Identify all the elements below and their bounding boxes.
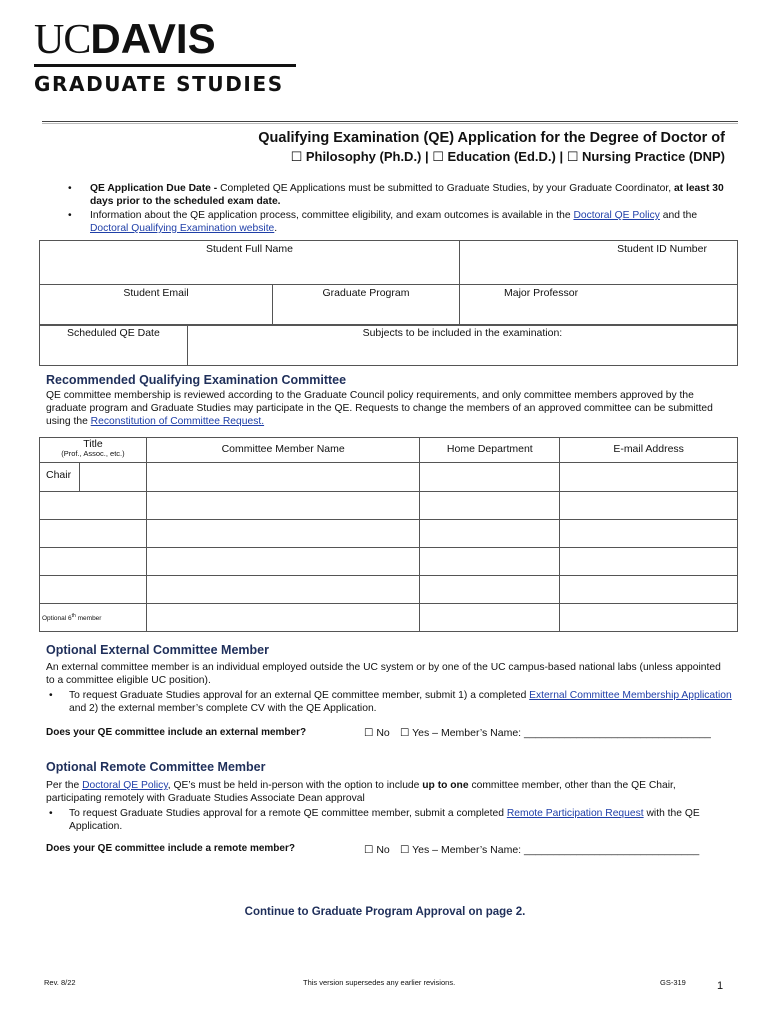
title-column-header	[40, 438, 147, 463]
remote-member-paragraph	[46, 779, 732, 805]
remote-participation-request-link[interactable]: Remote Participation Request	[506, 808, 644, 819]
qe-website-link[interactable]: Doctoral Qualifying Examination website	[90, 223, 275, 234]
subjects-field[interactable]	[187, 325, 737, 366]
member-email-cell[interactable]	[560, 604, 738, 632]
bullet-icon: •	[49, 690, 53, 701]
chair-label: Chair	[40, 463, 80, 492]
logo-divider	[34, 64, 296, 67]
list-item	[60, 209, 730, 235]
remote-yes-checkbox[interactable]: ☐ Yes – Member’s Name: ______________________________	[400, 844, 700, 856]
table-row	[40, 520, 738, 548]
member-department-cell[interactable]	[420, 520, 560, 548]
header-divider	[42, 121, 738, 122]
instructions-list	[60, 182, 730, 236]
member-email-cell[interactable]	[560, 492, 738, 520]
external-no-checkbox[interactable]: ☐ No	[364, 727, 390, 739]
student-email-label: Student Email	[123, 287, 189, 299]
external-bullet-text: To request Graduate Studies approval for an external QE committee member, submit 1) a completed	[69, 690, 530, 701]
external-bullet-end: and 2) the external member’s complete CV with the QE Application.	[69, 703, 377, 714]
member-department-cell[interactable]	[420, 548, 560, 576]
doctoral-qe-policy-link[interactable]: Doctoral QE Policy	[82, 780, 168, 791]
doctoral-qe-policy-link[interactable]: Doctoral QE Policy	[573, 210, 660, 221]
member-name-cell[interactable]	[146, 576, 420, 604]
header-divider-secondary	[42, 123, 738, 124]
remote-member-bullet	[46, 807, 732, 833]
chair-email-cell[interactable]	[560, 463, 738, 492]
committee-table	[39, 437, 738, 632]
bullet-icon: •	[49, 808, 53, 819]
table-row	[40, 492, 738, 520]
optional-6th-member-cell[interactable]	[40, 604, 147, 632]
bullet-icon: •	[68, 210, 72, 221]
info-text: Information about the QE application process, committee eligibility, and exam outcomes is available in the	[90, 210, 574, 221]
exam-info-table	[39, 324, 738, 366]
member-title-cell[interactable]	[40, 520, 147, 548]
major-professor-field[interactable]	[460, 285, 738, 326]
due-date-text: Completed QE Applications must be submitted to Graduate Studies, by your Graduate Coordinator,	[217, 183, 674, 194]
committee-heading: Recommended Qualifying Examination Committee	[46, 373, 347, 387]
form-number: GS-319	[660, 978, 686, 987]
remote-paragraph-mid: , QE’s must be held in-person with the option to include	[167, 780, 423, 791]
committee-paragraph	[46, 389, 732, 428]
member-title-cell[interactable]	[40, 548, 147, 576]
remote-paragraph-end: committee member, other than the QE Chair, participating remotely with Graduate Studies Associate Dean approval	[46, 780, 676, 804]
graduate-program-label: Graduate Program	[322, 287, 410, 299]
home-department-header: Home Department	[420, 438, 560, 463]
supersedes-note: This version supersedes any earlier revisions.	[303, 978, 456, 987]
logo-subtitle: GRADUATE STUDIES	[34, 72, 284, 96]
remote-member-heading: Optional Remote Committee Member	[46, 760, 266, 774]
table-row	[40, 576, 738, 604]
title-header-sublabel: (Prof., Assoc., etc.)	[61, 449, 125, 458]
email-address-header: E-mail Address	[560, 438, 738, 463]
title-header-label: Title	[83, 438, 103, 450]
table-row	[40, 463, 738, 492]
info-text-end: .	[274, 223, 278, 234]
remote-member-question: Does your QE committee include a remote member?	[46, 843, 295, 854]
member-department-cell[interactable]	[420, 492, 560, 520]
table-row	[40, 604, 738, 632]
due-date-label: QE Application Due Date -	[90, 183, 218, 194]
member-title-cell[interactable]	[40, 492, 147, 520]
external-member-paragraph: An external committee member is an individual employed outside the UC system or by one of the UC campus-based national labs (unless appointed to a committee eligible UC position).	[46, 662, 721, 686]
member-department-cell[interactable]	[420, 576, 560, 604]
remote-no-checkbox[interactable]: ☐ No	[364, 844, 390, 856]
bullet-icon: •	[68, 183, 72, 194]
member-name-cell[interactable]	[146, 604, 420, 632]
chair-department-cell[interactable]	[420, 463, 560, 492]
remote-paragraph-start: Per the	[46, 780, 83, 791]
info-text-mid: and the	[662, 210, 698, 221]
logo-uc-text: UC	[34, 17, 91, 63]
subjects-label: Subjects to be included in the examination:	[362, 327, 563, 339]
page-number: 1	[717, 980, 724, 992]
remote-paragraph-bold: up to one	[422, 780, 469, 791]
external-member-question: Does your QE committee include an external member?	[46, 727, 307, 738]
qe-date-field[interactable]	[40, 325, 188, 366]
revision-date: Rev. 8/22	[44, 978, 76, 987]
student-name-label: Student Full Name	[206, 243, 293, 255]
member-name-header: Committee Member Name	[146, 438, 420, 463]
student-email-field[interactable]	[40, 285, 273, 326]
graduate-program-field[interactable]	[273, 285, 460, 326]
committee-paragraph-text: QE committee membership is reviewed according to the Graduate Council policy requirements, and only committee members approved by the graduate program and Graduate Studies may participate in the QE. Requests to change the members of an approved committee can be submitted using the	[46, 390, 713, 427]
member-email-cell[interactable]	[560, 548, 738, 576]
external-committee-application-link[interactable]: External Committee Membership Application	[529, 690, 732, 701]
student-name-field[interactable]	[40, 241, 460, 285]
student-id-label: Student ID Number	[617, 243, 707, 255]
reconstitution-request-link[interactable]: Reconstitution of Committee Request.	[90, 416, 265, 427]
list-item	[60, 182, 730, 208]
remote-bullet-text: To request Graduate Studies approval for a remote QE committee member, submit a completed	[69, 808, 507, 819]
degree-options: ☐ Philosophy (Ph.D.) | ☐ Education (Ed.D.) | ☐ Nursing Practice (DNP)	[290, 149, 725, 164]
member-name-cell[interactable]	[146, 492, 420, 520]
external-member-bullet	[46, 689, 732, 715]
remote-bullet-end: with the QE Application.	[69, 808, 700, 832]
external-member-heading: Optional External Committee Member	[46, 643, 269, 657]
ucdavis-logo	[34, 15, 216, 63]
chair-name-cell[interactable]	[146, 463, 420, 492]
member-email-cell[interactable]	[560, 576, 738, 604]
chair-title-cell[interactable]	[79, 463, 146, 492]
major-professor-label: Major Professor	[504, 287, 579, 299]
member-department-cell[interactable]	[420, 604, 560, 632]
qe-date-label: Scheduled QE Date	[67, 327, 160, 339]
student-id-field[interactable]	[460, 241, 738, 285]
form-title: Qualifying Examination (QE) Application for the Degree of Doctor of	[258, 130, 725, 146]
external-yes-checkbox[interactable]: ☐ Yes – Member’s Name: ________________________________	[400, 727, 711, 739]
optional-6th-member-label: Optional 6th member	[42, 612, 102, 623]
member-title-cell[interactable]	[40, 576, 147, 604]
member-name-cell[interactable]	[146, 520, 420, 548]
continue-instruction: Continue to Graduate Program Approval on page 2.	[244, 906, 526, 918]
member-email-cell[interactable]	[560, 520, 738, 548]
table-row	[40, 548, 738, 576]
logo-davis-text: DAVIS	[90, 15, 216, 62]
student-info-table	[39, 240, 738, 326]
due-date-deadline: at least 30 days prior to the scheduled exam date.	[90, 183, 724, 207]
member-name-cell[interactable]	[146, 548, 420, 576]
